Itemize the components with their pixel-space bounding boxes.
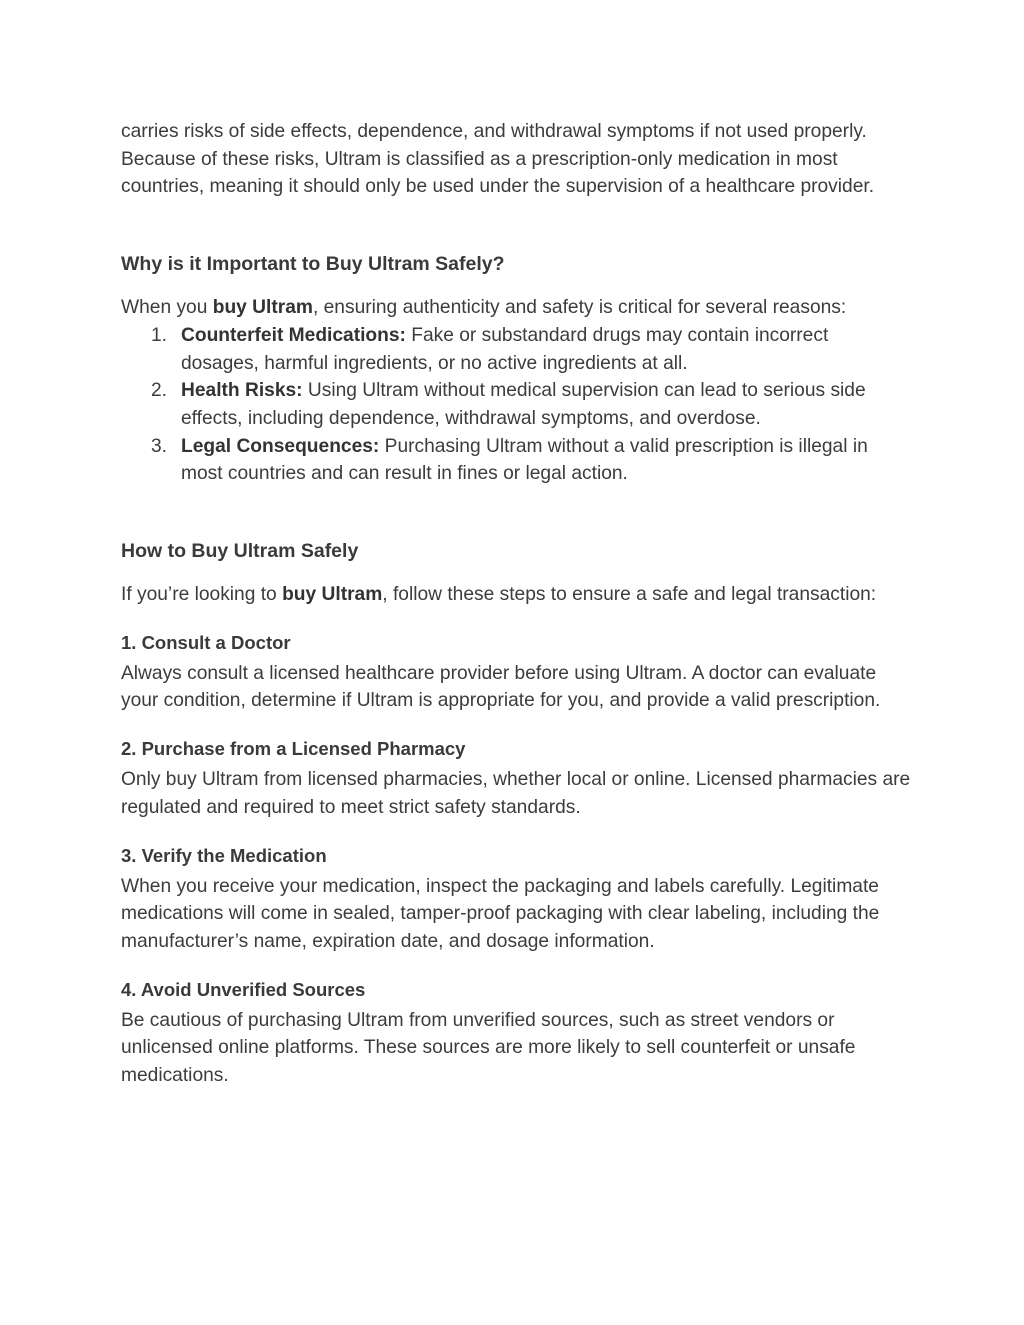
document-page — [121, 118, 911, 1090]
step-title: 4. Avoid Unverified Sources — [121, 978, 366, 1000]
reason-number: 3. — [151, 435, 168, 457]
why-lead-post: , ensuring authenticity and safety is critical for several reasons: — [312, 297, 847, 319]
why-lead-paragraph — [121, 294, 911, 322]
why-heading: Why is it Important to Buy Ultram Safely? — [121, 253, 505, 276]
step-avoid-unverified — [121, 976, 911, 1090]
step-text: Always consult a licensed healthcare provider before using Ultram. A doctor can evaluate your condition, determine if Ultram is appropriate for you, and provide a valid prescription. — [121, 662, 881, 712]
how-lead-pre: If you’re looking to — [121, 584, 283, 606]
step-verify-medication — [121, 842, 911, 956]
reasons-list — [121, 322, 911, 488]
reason-term: Legal Consequences: — [181, 435, 380, 457]
step-title: 2. Purchase from a Licensed Pharmacy — [121, 738, 466, 760]
step-text: When you receive your medication, inspect the packaging and labels carefully. Legitimate medications will come in sealed, tamper-proof packaging with clear labeling, including the manufacturer’s name, expiration date, and dosage information. — [121, 875, 880, 952]
intro-section — [121, 118, 911, 201]
step-text: Be cautious of purchasing Ultram from unverified sources, such as street vendors or unlicensed online platforms. These sources are more likely to sell counterfeit or unsafe medications. — [121, 1009, 856, 1087]
how-heading: How to Buy Ultram Safely — [121, 540, 359, 563]
reason-term: Health Risks: — [181, 380, 303, 402]
step-licensed-pharmacy — [121, 735, 911, 821]
intro-paragraph-2: Because of these risks, Ultram is classified as a prescription-only medication in most countries, meaning it should only be used under the supervision of a healthcare provider. — [121, 148, 875, 198]
why-lead-pre: When you — [121, 297, 213, 319]
reason-number: 1. — [151, 324, 168, 346]
how-lead-bold: buy Ultram — [282, 584, 383, 606]
intro-paragraph-1: carries risks of side effects, dependence, and withdrawal symptoms if not used properly. — [121, 121, 867, 142]
reason-item — [121, 322, 911, 377]
reason-number: 2. — [151, 380, 168, 402]
reason-item — [121, 377, 911, 432]
step-text: Only buy Ultram from licensed pharmacies, whether local or online. Licensed pharmacies are regulated and required to meet strict safety standards. — [121, 769, 911, 818]
step-consult-doctor — [121, 629, 911, 715]
reason-term: Counterfeit Medications: — [181, 324, 406, 346]
step-title: 3. Verify the Medication — [121, 844, 327, 866]
reason-text: Fake or substandard drugs may contain incorrect dosages, harmful ingredients, or no active ingredients at all. — [181, 324, 829, 374]
why-lead-bold: buy Ultram — [212, 297, 313, 319]
reason-text: Purchasing Ultram without a valid prescription is illegal in most countries and can result in fines or legal action. — [181, 435, 868, 485]
reason-text: Using Ultram without medical supervision can lead to serious side effects, including dependence, withdrawal symptoms, and overdose. — [181, 380, 866, 429]
how-lead-post: , follow these steps to ensure a safe and legal transaction: — [382, 584, 877, 606]
how-lead-paragraph — [121, 581, 911, 609]
step-title: 1. Consult a Doctor — [121, 631, 291, 653]
reason-item — [121, 433, 911, 488]
